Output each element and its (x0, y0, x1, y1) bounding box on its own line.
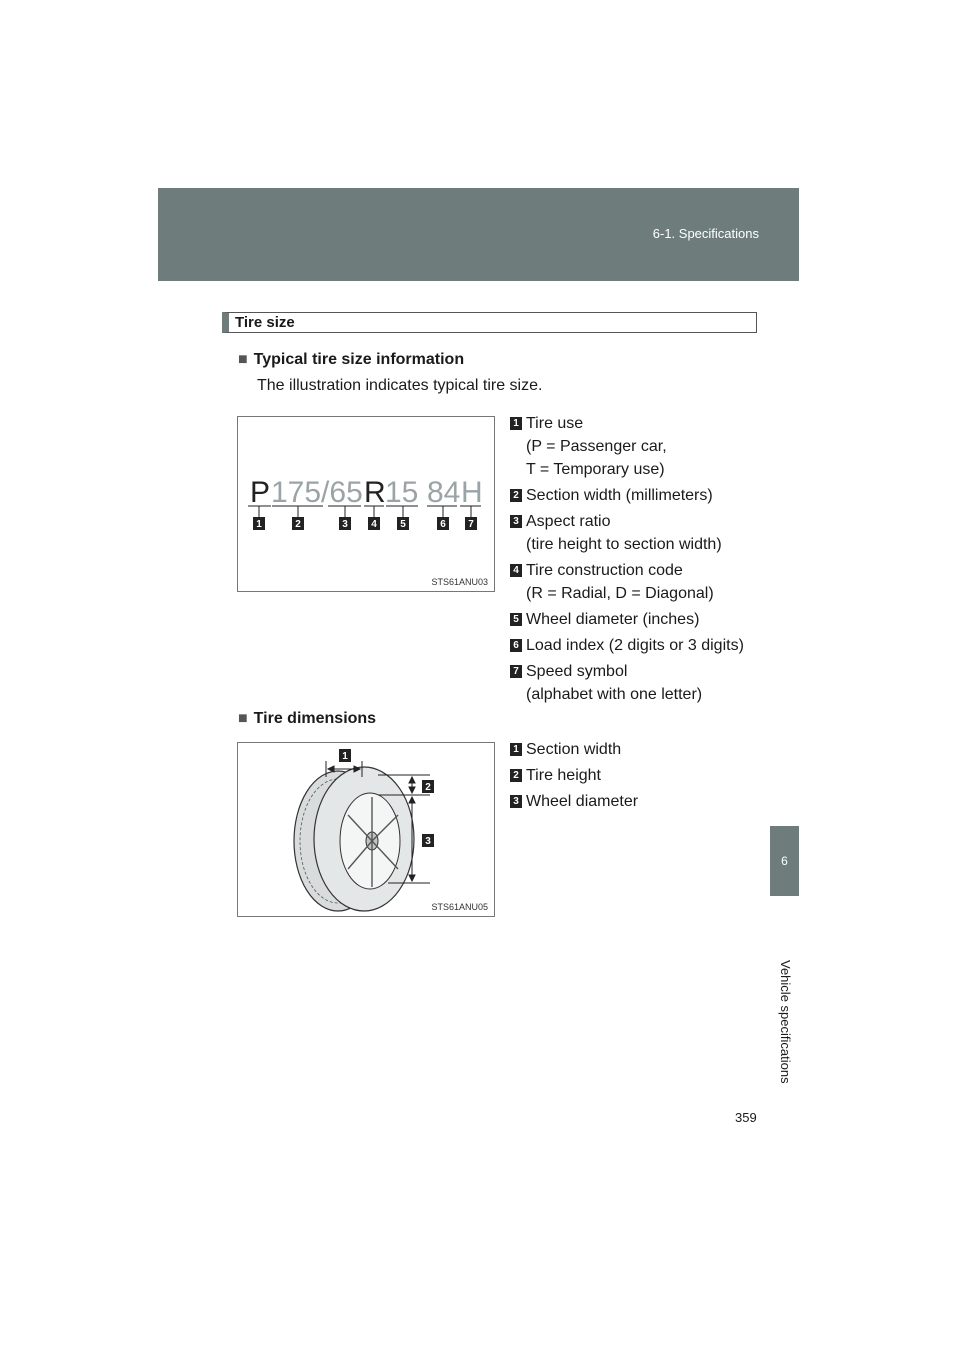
figure-code: STS61ANU03 (431, 577, 488, 587)
legend-number: 3 (510, 795, 522, 808)
header-band (158, 188, 799, 281)
legend-number: 3 (510, 515, 522, 528)
code-part-construction: R (364, 476, 386, 509)
legend-item (510, 484, 770, 507)
code-part-speed: H (461, 476, 483, 509)
tire-drawing (294, 767, 414, 911)
chapter-tab: 6 (770, 826, 799, 896)
legend-text: (P = Passenger car, (526, 438, 667, 455)
legend-text: Wheel diameter (526, 793, 639, 810)
marker-6: 6 (440, 519, 446, 530)
legend-text: Tire height (526, 767, 601, 784)
marker-4: 4 (371, 519, 377, 530)
marker-7: 7 (468, 519, 474, 530)
legend-number: 6 (510, 639, 522, 652)
tire-dimensions-diagram (238, 743, 494, 916)
typical-heading-text: Typical tire size information (253, 351, 465, 368)
legend-text: Section width (millimeters) (526, 487, 713, 504)
legend-number: 1 (510, 743, 522, 756)
legend-item (510, 764, 770, 787)
legend-text: (alphabet with one letter) (526, 686, 703, 703)
code-part-width-ratio: 175/65 (271, 476, 363, 509)
marker-5: 5 (400, 519, 406, 530)
section-title-bar: Tire size (222, 312, 757, 333)
tire-size-figure (237, 416, 495, 592)
code-part-load: 84 (427, 476, 461, 509)
tire-dimensions-figure (237, 742, 495, 917)
legend-text: (R = Radial, D = Diagonal) (526, 585, 714, 602)
legend-item (510, 634, 770, 657)
code-part-diameter: 15 (385, 476, 419, 509)
marker-2: 2 (295, 519, 301, 530)
legend-item (510, 790, 770, 813)
legend-text: Speed symbol (526, 663, 628, 680)
legend-text: Aspect ratio (526, 513, 611, 530)
legend-item (510, 660, 770, 706)
code-part-tire-use: P (250, 476, 271, 509)
legend-item (510, 559, 770, 605)
legend-text: (tire height to section width) (526, 536, 722, 553)
legend-number: 2 (510, 489, 522, 502)
chapter-side-label-text: Vehicle specifications (778, 960, 793, 1084)
legend-number: 2 (510, 769, 522, 782)
marker-1: 1 (256, 519, 262, 530)
legend-item (510, 738, 770, 761)
dim-marker-3: 3 (425, 836, 431, 847)
legend-number: 7 (510, 665, 522, 678)
figure-code: STS61ANU05 (431, 902, 488, 912)
legend-item (510, 608, 770, 631)
legend-text: Wheel diameter (inches) (526, 611, 700, 628)
dim-marker-2: 2 (425, 782, 431, 793)
dimensions-heading (238, 710, 376, 728)
bullet-square-icon: ■ (238, 710, 248, 727)
tire-size-diagram (238, 417, 494, 591)
legend-text: T = Temporary use) (526, 461, 665, 478)
legend-text: Tire construction code (526, 562, 683, 579)
tire-size-legend (510, 412, 770, 709)
tire-dimensions-legend (510, 738, 770, 816)
legend-text: Tire use (526, 415, 584, 432)
legend-text: Section width (526, 741, 622, 758)
typical-intro: The illustration indicates typical tire size. (257, 377, 543, 394)
legend-number: 5 (510, 613, 522, 626)
legend-item (510, 412, 770, 481)
header-section-title: 6-1. Specifications (652, 226, 759, 241)
legend-number: 4 (510, 564, 522, 577)
marker-3: 3 (342, 519, 348, 530)
dim-marker-1: 1 (342, 751, 348, 762)
typical-heading (238, 351, 464, 369)
legend-text: Load index (2 digits or 3 digits) (526, 637, 744, 654)
legend-item (510, 510, 770, 556)
dimensions-heading-text: Tire dimensions (253, 710, 377, 727)
page-number: 359 (735, 1110, 757, 1125)
legend-number: 1 (510, 417, 522, 430)
bullet-square-icon: ■ (238, 351, 248, 368)
